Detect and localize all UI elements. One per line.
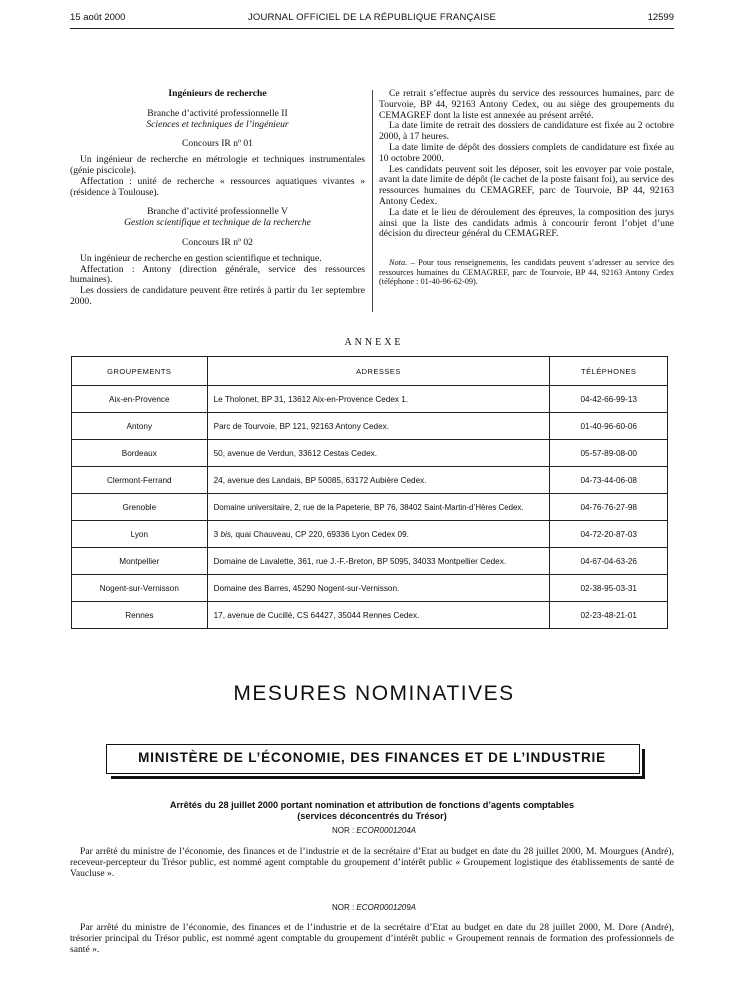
nor-reference: [0, 903, 748, 912]
paragraph: Un ingénieur de recherche en métrologie et techniques instrumentales (génie piscicole).: [70, 154, 365, 176]
table-row: [72, 602, 668, 629]
nor-value: ECOR0001209A: [356, 903, 417, 912]
ministere-title: MINISTÈRE DE L’ÉCONOMIE, DES FINANCES ET DE L’INDUSTRIE: [138, 750, 606, 765]
header-journal-title: JOURNAL OFFICIEL DE LA RÉPUBLIQUE FRANÇAISE: [247, 12, 497, 23]
adresse-cell: Domaine des Barres, 45290 Nogent-sur-Vernisson.: [207, 575, 550, 602]
table-row: [72, 548, 668, 575]
table-row: [72, 413, 668, 440]
section-heading: Ingénieurs de recherche: [168, 88, 267, 99]
telephone-cell: 04-42-66-99-13: [550, 386, 668, 413]
table-row: [72, 494, 668, 521]
arrete-paragraph: Par arrêté du ministre de l’économie, des finances et de l’industrie et de la secrétaire d’Etat au budget en date du 28 juillet 2000, M. Dore (André), trésorier principal du Trésor public, est nommé agent comptable du groupement d’intérêt public « Groupement rennais de formation des professionnels de santé ».: [70, 922, 674, 955]
nota-paragraph: [379, 258, 674, 287]
paragraph: Affectation : Antony (direction générale, service des ressources humaines).: [70, 263, 365, 286]
telephone-cell: 04-76-76-27-98: [550, 494, 668, 521]
branch-subtitle: Sciences et techniques de l’ingénieur: [146, 118, 289, 130]
adresse-cell: Le Tholonet, BP 31, 13612 Aix-en-Provence Cedex 1.: [207, 386, 550, 413]
paragraph: Ce retrait s’effectue auprès du service des ressources humaines, parc de Tourvoie, BP 44, 92163 Antony Cedex, ou au siège des groupements du CEMAGREF dont la liste est annexée au présent arrêté.: [379, 88, 674, 121]
table-row: [72, 521, 668, 548]
adresse-cell: 50, avenue de Verdun, 33612 Cestas Cedex.: [207, 440, 550, 467]
adresse-cell: [207, 521, 550, 548]
telephone-cell: 04-72-20-87-03: [550, 521, 668, 548]
adresse-cell: 17, avenue de Cucillé, CS 64427, 35044 Rennes Cedex.: [207, 602, 550, 629]
paragraph: Les dossiers de candidature peuvent être retirés à partir du 1er septembre 2000.: [70, 285, 365, 307]
telephone-cell: 01-40-96-60-06: [550, 413, 668, 440]
adresse-cell: Domaine universitaire, 2, rue de la Papeterie, BP 76, 38402 Saint-Martin-d’Hères Cedex.: [207, 494, 550, 521]
branch-title: Branche d’activité professionnelle II: [147, 107, 288, 119]
header-page-number: 12599: [647, 12, 674, 23]
paragraph: Un ingénieur de recherche en gestion scientifique et technique.: [80, 252, 322, 264]
right-column: [379, 89, 674, 287]
paragraph: La date limite de dépôt des dossiers complets de candidature est fixée au 10 octobre 2000.: [379, 141, 674, 164]
adresse-part: quai Chauveau, CP 220, 69336 Lyon Cedex 09.: [233, 529, 409, 539]
column-header: TÉLÉPHONES: [550, 357, 668, 386]
page-header: [70, 12, 674, 26]
arretes-title-line: Arrêtés du 28 juillet 2000 portant nomination et attribution de fonctions d’agents comptables: [169, 800, 575, 810]
groupement-cell: Grenoble: [72, 494, 208, 521]
groupement-cell: Clermont-Ferrand: [72, 467, 208, 494]
annexe-table: [71, 356, 668, 629]
groupement-cell: Aix-en-Provence: [72, 386, 208, 413]
paragraph: Les candidats peuvent soit les déposer, soit les envoyer par voie postale, avant la date limite de dépôt (le cachet de la poste faisant foi), au service des ressources humaines du CEMAGREF, parc de Tourvoie, BP 44, 92163 Antony Cedex.: [379, 163, 674, 207]
adresse-part: bis,: [220, 529, 234, 539]
concours-title: Concours IR nº 01: [182, 138, 253, 150]
header-date: 15 août 2000: [70, 12, 126, 23]
adresse-cell: Domaine de Lavalette, 361, rue J.-F.-Breton, BP 5095, 34033 Montpellier Cedex.: [207, 548, 550, 575]
groupement-cell: Antony: [72, 413, 208, 440]
column-separator: [372, 90, 373, 312]
groupement-cell: Nogent-sur-Vernisson: [72, 575, 208, 602]
nor-reference: [0, 826, 748, 835]
column-header: GROUPEMENTS: [72, 357, 208, 386]
header-rule: [70, 28, 674, 29]
nor-value: ECOR0001204A: [356, 826, 417, 835]
nor-label: NOR :: [331, 826, 357, 835]
annexe-title: ANNEXE: [344, 337, 404, 348]
nota-label: Nota.: [389, 258, 408, 268]
groupement-cell: Rennes: [72, 602, 208, 629]
groupement-cell: Lyon: [72, 521, 208, 548]
adresse-part: 3: [213, 529, 221, 539]
telephone-cell: 04-73-44-06-08: [550, 467, 668, 494]
telephone-cell: 02-23-48-21-01: [550, 602, 668, 629]
arretes-title: [70, 800, 674, 821]
left-column: [70, 89, 365, 308]
column-header: ADRESSES: [207, 357, 550, 386]
adresse-cell: 24, avenue des Landais, BP 50085, 63172 Aubière Cedex.: [207, 467, 550, 494]
telephone-cell: 05-57-89-08-00: [550, 440, 668, 467]
groupement-cell: Montpellier: [72, 548, 208, 575]
paragraph: La date limite de retrait des dossiers de candidature est fixée au 2 octobre 2000, à 17 heures.: [379, 120, 674, 143]
arretes-title-line: (services déconcentrés du Trésor): [297, 810, 447, 821]
table-row: [72, 575, 668, 602]
paragraph: Affectation : unité de recherche « ressources aquatiques vivantes » (résidence à Toulouse).: [70, 175, 365, 198]
branch-subtitle: Gestion scientifique et technique de la recherche: [124, 217, 311, 229]
table-row: [72, 467, 668, 494]
telephone-cell: 04-67-04-63-26: [550, 548, 668, 575]
groupement-cell: Bordeaux: [72, 440, 208, 467]
arrete-paragraph: Par arrêté du ministre de l’économie, des finances et de l’industrie et de la secrétaire d’Etat au budget en date du 28 juillet 2000, M. Mourgues (André), receveur-percepteur du Trésor public, est nommé agent comptable du groupement d’intérêt public « Groupement logistique des établissements de santé de Vaucluse ».: [70, 846, 674, 879]
adresse-cell: Parc de Tourvoie, BP 121, 92163 Antony Cedex.: [207, 413, 550, 440]
nota-text: – Pour tous renseignements, les candidats peuvent s’adresser au service des ressources humaines du CEMAGREF, parc de Tourvoie, BP 44, 92163 Antony Cedex (téléphone : 01-40-96-62-09).: [379, 258, 674, 287]
section-title: MESURES NOMINATIVES: [233, 682, 515, 705]
telephone-cell: 02-38-95-03-31: [550, 575, 668, 602]
table-row: [72, 386, 668, 413]
nor-label: NOR :: [331, 903, 357, 912]
table-header-row: [72, 357, 668, 386]
paragraph: La date et le lieu de déroulement des épreuves, la composition des jurys ainsi que la liste des candidats admis à concourir feront l’objet d’une décision du directeur général du CEMAGREF.: [379, 206, 674, 240]
concours-title: Concours IR nº 02: [182, 236, 253, 248]
table-row: [72, 440, 668, 467]
branch-title: Branche d’activité professionnelle V: [147, 206, 288, 218]
